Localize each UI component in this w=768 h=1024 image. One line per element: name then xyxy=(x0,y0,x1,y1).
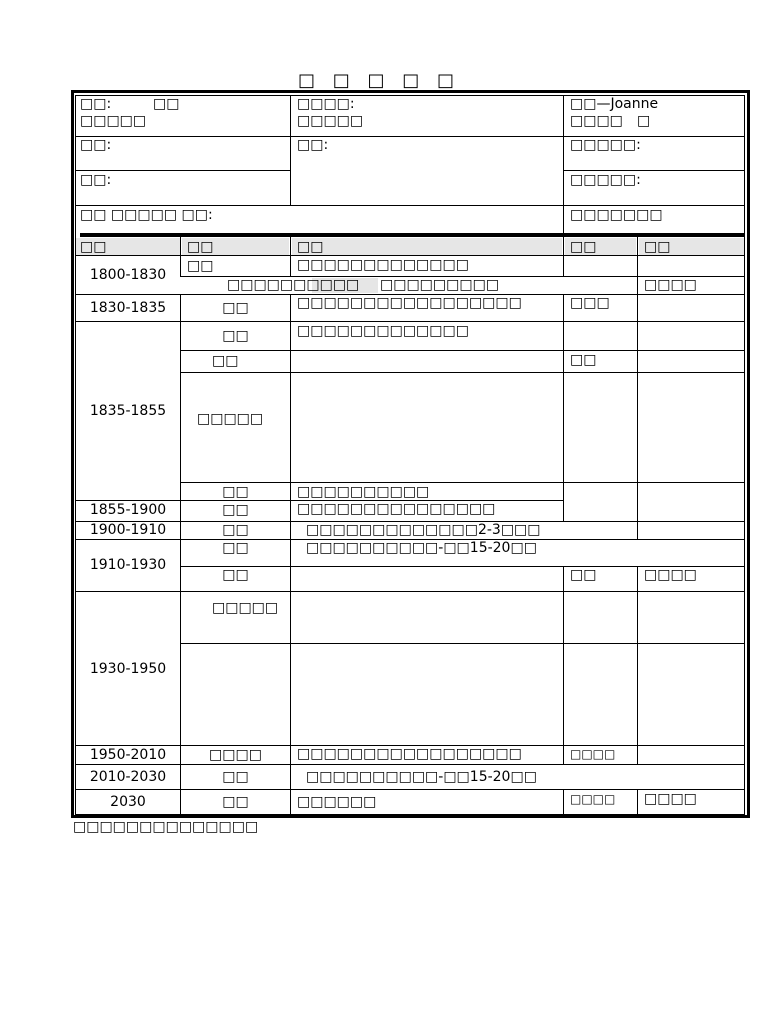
header-label-1: □□: xyxy=(80,96,112,112)
header-label-2: □□□□□ xyxy=(80,113,147,129)
type-cell: □□□□ xyxy=(209,747,262,763)
period-1930-1950: 1930-1950 xyxy=(89,661,167,677)
type-cell: □□ xyxy=(222,540,249,556)
header-label-13: □□□□□□□ xyxy=(570,207,663,223)
description-cell: □□□□□□ xyxy=(297,794,377,810)
period-1830-1835: 1830-1835 xyxy=(89,300,167,316)
description-cell: □□□□□□□□□□□□□ xyxy=(297,323,469,339)
footnote: □□□□□□□□□□□□□□ xyxy=(73,819,259,835)
period-1900-1910: 1900-1910 xyxy=(89,522,167,538)
type-cell: □□ xyxy=(187,258,214,274)
location-cell: □□□□ xyxy=(570,792,616,806)
location-cell: □□□□ xyxy=(570,747,616,761)
description-cell: □□□□□□□□□ xyxy=(380,277,500,293)
period-1910-1930: 1910-1930 xyxy=(89,557,167,573)
form-frame xyxy=(71,90,750,818)
header-label-3: □□□□: xyxy=(297,96,355,112)
type-cell: □□ xyxy=(222,300,249,316)
column-header-note: □□ xyxy=(644,239,671,255)
type-cell: □□ xyxy=(222,502,249,518)
header-label-10: □□: xyxy=(80,172,112,188)
header-label-11: □□□□□: xyxy=(570,172,641,188)
header-label-7: □□: xyxy=(80,137,112,153)
type-cell: □□ xyxy=(222,794,249,810)
description-cell: □□□□□□□□□□-□□15-20□□ xyxy=(306,769,537,785)
type-cell: □□ xyxy=(222,328,249,344)
header-label-9: □□□□□: xyxy=(570,137,641,153)
description-cell: □□□□□□□□□□□□□ xyxy=(297,257,469,273)
location-cell: □□ xyxy=(570,352,597,368)
header-value-1: □□ xyxy=(153,96,180,112)
description-cell: □□□□□□□□□□ xyxy=(297,484,430,500)
type-cell: □□□□□ xyxy=(212,600,279,616)
type-cell: □□ xyxy=(222,484,249,500)
header-value-6: □ xyxy=(637,113,651,129)
description-cell: □□□□□□□□□□ xyxy=(227,277,360,293)
location-cell: □□□ xyxy=(570,295,610,311)
location-cell: □□ xyxy=(570,567,597,583)
period-1855-1900: 1855-1900 xyxy=(89,502,167,518)
header-label-12: □□ □□□□□ □□: xyxy=(80,207,213,223)
type-cell: □□ xyxy=(212,353,239,369)
period-2010-2030: 2010-2030 xyxy=(89,769,167,785)
header-label-8: □□: xyxy=(297,137,329,153)
period-1835-1855: 1835-1855 xyxy=(89,403,167,419)
column-header-type: □□ xyxy=(187,239,214,255)
type-cell: □□ xyxy=(222,567,249,583)
description-cell: □□□□□□□□□□□□□□□□□ xyxy=(297,295,522,311)
type-cell: □□ xyxy=(222,769,249,785)
header-label-6: □□□□ xyxy=(570,113,623,129)
note-cell: □□□□ xyxy=(644,277,697,293)
period-1800-1830: 1800-1830 xyxy=(89,267,167,283)
description-cell: □□□□□□□□□□-□□15-20□□ xyxy=(306,540,537,556)
type-cell: □□□□□ xyxy=(197,411,264,427)
column-header-period: □□ xyxy=(80,239,107,255)
description-cell: □□□□□□□□□□□□□2-3□□□ xyxy=(306,522,541,538)
page-title: □ □ □ □ □ xyxy=(298,70,460,91)
column-header-location: □□ xyxy=(570,239,597,255)
header-label-4: □□□□□ xyxy=(297,113,364,129)
description-cell: □□□□□□□□□□□□□□□□□ xyxy=(297,746,522,762)
note-cell: □□□□ xyxy=(644,567,697,583)
period-2030: 2030 xyxy=(110,794,146,810)
type-cell: □□ xyxy=(222,522,249,538)
header-label-5: □□—Joanne xyxy=(570,96,659,112)
description-cell: □□□□□□□□□□□□□□□ xyxy=(297,501,496,517)
period-1950-2010: 1950-2010 xyxy=(89,747,167,763)
column-header-description: □□ xyxy=(297,239,324,255)
note-cell: □□□□ xyxy=(644,791,697,807)
